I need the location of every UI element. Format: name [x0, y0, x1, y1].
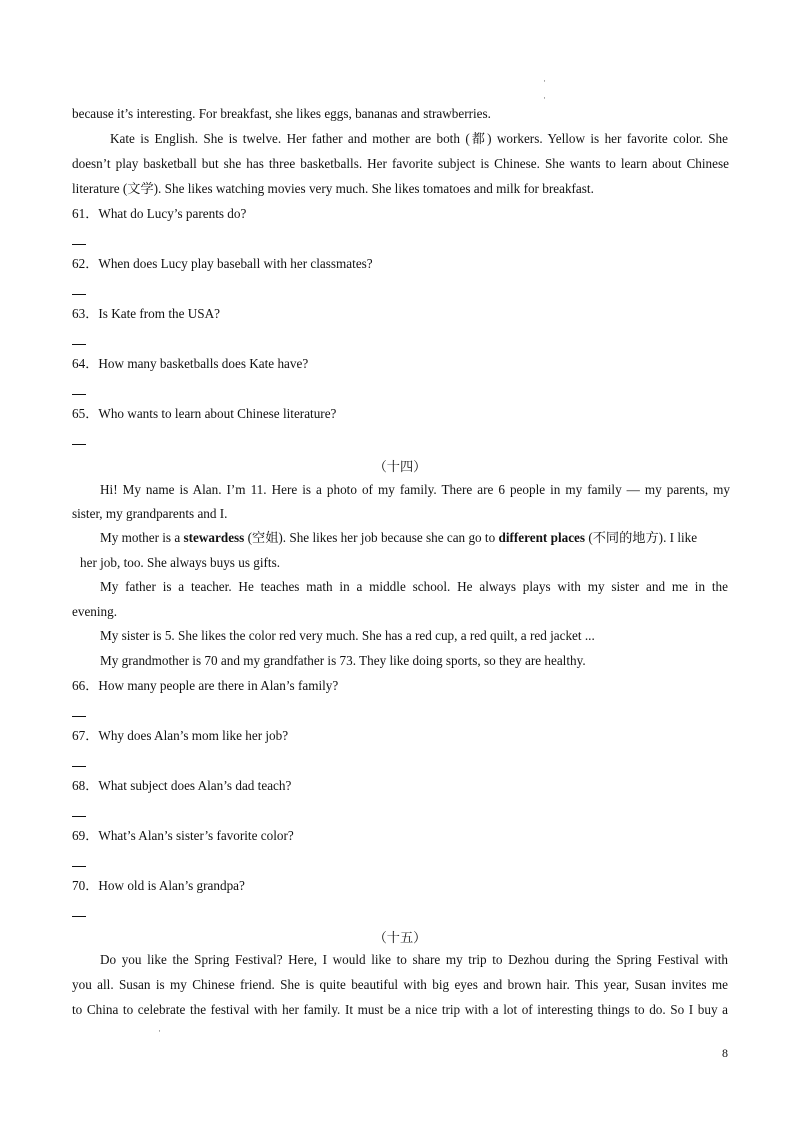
- answer-blank[interactable]: [72, 716, 86, 717]
- question-62: 62．When does Lucy play baseball with her classmates?: [72, 256, 373, 271]
- passage-line: [100, 529, 760, 547]
- section-heading: （十五）: [373, 930, 427, 945]
- question-61: 61．What do Lucy’s parents do?: [72, 206, 247, 221]
- answer-blank[interactable]: [72, 394, 86, 395]
- answer-blank[interactable]: [72, 916, 86, 917]
- answer-blank[interactable]: [72, 866, 86, 867]
- question-67: 67．Why does Alan’s mom like her job?: [72, 728, 289, 743]
- question-64: 64．How many basketballs does Kate have?: [72, 356, 309, 371]
- passage-line: doesn’t play basketball but she has three basketballs. Her favorite subject is Chinese. She wants to learn about Chinese: [72, 156, 729, 171]
- question-65: 65．Who wants to learn about Chinese literature?: [72, 406, 337, 421]
- passage-line: literature (文学). She likes watching movies very much. She likes tomatoes and milk for breakfast.: [72, 181, 594, 196]
- question-70: 70．How old is Alan’s grandpa?: [72, 878, 245, 893]
- scan-dot: ·: [158, 1026, 161, 1036]
- bold-word-stewardess: stewardess: [183, 530, 245, 545]
- passage-line: Kate is English. She is twelve. Her father and mother are both (都) workers. Yellow is her favorite color. She: [110, 131, 728, 146]
- answer-blank[interactable]: [72, 344, 86, 345]
- question-66: 66．How many people are there in Alan’s family?: [72, 678, 339, 693]
- passage-line: My sister is 5. She likes the color red very much. She has a red cup, a red quilt, a red jacket ...: [100, 628, 595, 643]
- passage-text: (不同的地方). I like: [585, 530, 698, 545]
- passage-line: because it’s interesting. For breakfast, she likes eggs, bananas and strawberries.: [72, 106, 491, 121]
- passage-text: My mother is a: [100, 530, 184, 545]
- answer-blank[interactable]: [72, 766, 86, 767]
- passage-line: Hi! My name is Alan. I’m 11. Here is a photo of my family. There are 6 people in my family — my parents, my: [100, 482, 730, 497]
- passage-line: My grandmother is 70 and my grandfather is 73. They like doing sports, so they are healthy.: [100, 653, 586, 668]
- answer-blank[interactable]: [72, 444, 86, 445]
- question-69: 69．What’s Alan’s sister’s favorite color?: [72, 828, 294, 843]
- passage-line: Do you like the Spring Festival? Here, I would like to share my trip to Dezhou during the Spring Festival with: [100, 952, 728, 967]
- passage-line: evening.: [72, 604, 118, 619]
- question-63: 63．Is Kate from the USA?: [72, 306, 220, 321]
- page-number: 8: [722, 1046, 728, 1060]
- passage-line: My father is a teacher. He teaches math in a middle school. He always plays with my sister and me in the: [100, 579, 728, 594]
- passage-text: (空姐). She likes her job because she can go to: [244, 530, 499, 545]
- answer-blank[interactable]: [72, 294, 86, 295]
- passage-line: you all. Susan is my Chinese friend. She is quite beautiful with big eyes and brown hair. This year, Susan invites me: [72, 977, 728, 992]
- passage-line: her job, too. She always buys us gifts.: [80, 555, 280, 570]
- scan-dot: ·: [543, 76, 546, 86]
- passage-line: sister, my grandparents and I.: [72, 506, 228, 521]
- scan-dot: ·: [543, 93, 546, 103]
- answer-blank[interactable]: [72, 244, 86, 245]
- passage-line: to China to celebrate the festival with her family. It must be a nice trip with a lot of interesting things to do. So I buy a: [72, 1002, 728, 1017]
- section-heading: （十四）: [373, 459, 427, 474]
- bold-phrase-different-places: different places: [498, 530, 586, 545]
- question-68: 68．What subject does Alan’s dad teach?: [72, 778, 292, 793]
- answer-blank[interactable]: [72, 816, 86, 817]
